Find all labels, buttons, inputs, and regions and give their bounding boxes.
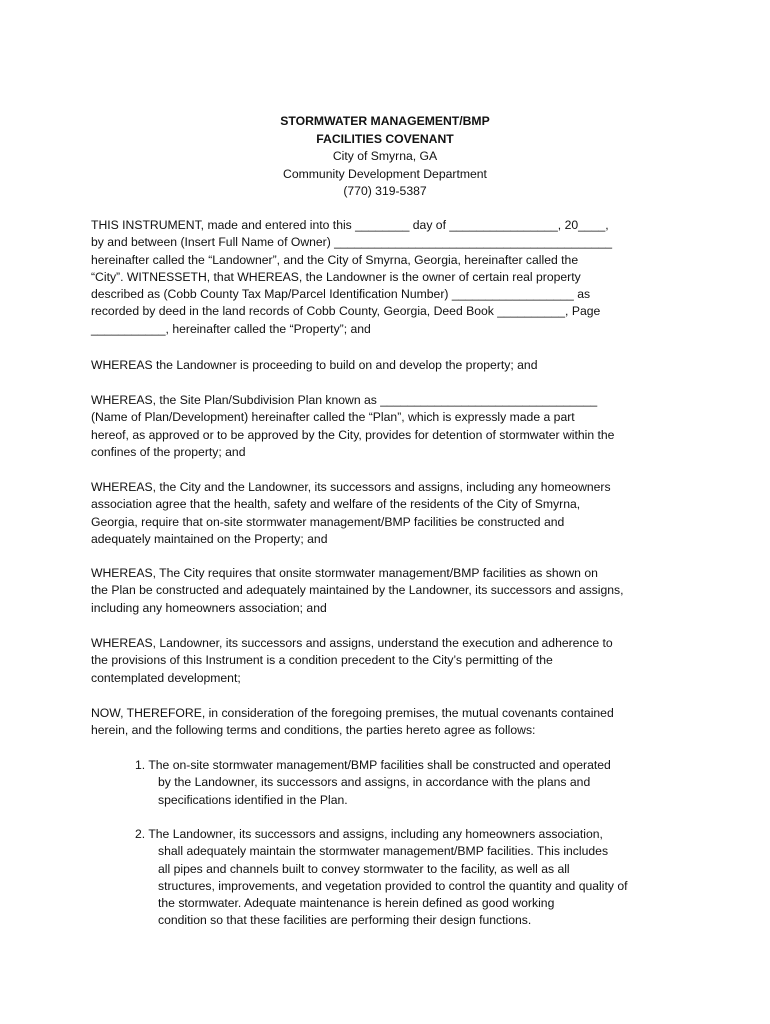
numbered-item-line: 2. The Landowner, its successors and assigns, including any homeowners association, <box>135 827 603 841</box>
paragraph-line: hereinafter called the “Landowner”, and the City of Smyrna, Georgia, hereinafter called the <box>91 252 579 267</box>
paragraph-line: recorded by deed in the land records of Cobb County, Georgia, Deed Book __________, Page <box>91 304 601 319</box>
paragraph-line: including any homeowners association; and <box>91 600 327 615</box>
issuing-city: City of Smyrna, GA <box>332 149 438 164</box>
document-header <box>0 113 770 201</box>
numbered-item-line: shall adequately maintain the stormwater management/BMP facilities. This includes <box>158 844 609 859</box>
paragraph-line: WHEREAS, the City and the Landowner, its successors and assigns, including any homeowners <box>91 480 611 494</box>
paragraph-whereas-health-safety <box>91 479 751 548</box>
paragraph-whereas-develop <box>91 357 751 374</box>
paragraph-line: WHEREAS, the Site Plan/Subdivision Plan known as ________________________________ <box>91 393 598 407</box>
paragraph-instrument-intro <box>91 217 751 338</box>
issuing-department: Community Development Department <box>283 166 487 181</box>
paragraph-line: NOW, THEREFORE, in consideration of the foregoing premises, the mutual covenants contained <box>91 706 614 720</box>
department-phone: (770) 319-5387 <box>343 184 427 199</box>
paragraph-whereas-city-requires <box>91 565 751 617</box>
paragraph-line: adequately maintained on the Property; and <box>91 531 328 546</box>
numbered-item-line: condition so that these facilities are performing their design functions. <box>158 913 532 928</box>
numbered-item-line: all pipes and channels built to convey stormwater to the facility, as well as all <box>158 861 570 876</box>
paragraph-whereas-site-plan <box>91 392 751 461</box>
paragraph-line: association agree that the health, safety and welfare of the residents of the City of Smyrna, <box>91 497 581 512</box>
paragraph-line: ___________, hereinafter called the “Property”; and <box>91 321 371 336</box>
paragraph-line: contemplated development; <box>91 670 241 685</box>
paragraph-whereas-condition <box>91 635 751 687</box>
numbered-item-line: the stormwater. Adequate maintenance is herein defined as good working <box>158 896 555 911</box>
paragraph-line: Georgia, require that on-site stormwater management/BMP facilities be constructed and <box>91 514 565 529</box>
paragraph-line: the Plan be constructed and adequately maintained by the Landowner, its successors and assigns, <box>91 583 624 598</box>
document-title-line-2: FACILITIES COVENANT <box>316 131 454 146</box>
paragraph-line: WHEREAS, The City requires that onsite stormwater management/BMP facilities as shown on <box>91 566 598 580</box>
paragraph-line: “City”. WITNESSETH, that WHEREAS, the Landowner is the owner of certain real property <box>91 269 581 284</box>
paragraph-line: described as (Cobb County Tax Map/Parcel Identification Number) __________________ as <box>91 287 591 302</box>
numbered-item-line: by the Landowner, its successors and assigns, in accordance with the plans and <box>158 775 591 790</box>
paragraph-line: hereof, as approved or to be approved by the City, provides for detention of stormwater within the <box>91 427 615 442</box>
paragraph-line: the provisions of this Instrument is a condition precedent to the City’s permitting of the <box>91 653 553 668</box>
paragraph-line: herein, and the following terms and conditions, the parties hereto agree as follows: <box>91 723 536 738</box>
numbered-item-line: 1. The on-site stormwater management/BMP facilities shall be constructed and operated <box>135 758 611 772</box>
paragraph-line: THIS INSTRUMENT, made and entered into this ________ day of ________________, 20____, <box>91 218 609 232</box>
numbered-item-line: structures, improvements, and vegetation provided to control the quantity and quality of <box>158 878 628 893</box>
numbered-item-2 <box>135 826 755 930</box>
paragraph-line: WHEREAS the Landowner is proceeding to build on and develop the property; and <box>91 358 538 372</box>
paragraph-line: by and between (Insert Full Name of Owner) _________________________________________ <box>91 235 613 250</box>
paragraph-line: WHEREAS, Landowner, its successors and assigns, understand the execution and adherence to <box>91 636 613 650</box>
paragraph-line: (Name of Plan/Development) hereinafter called the “Plan”, which is expressly made a part <box>91 410 575 425</box>
numbered-item-line: specifications identified in the Plan. <box>158 792 348 807</box>
numbered-item-1 <box>135 757 755 809</box>
paragraph-now-therefore <box>91 705 751 740</box>
document-title-line-1: STORMWATER MANAGEMENT/BMP <box>280 114 490 128</box>
paragraph-line: confines of the property; and <box>91 444 246 459</box>
